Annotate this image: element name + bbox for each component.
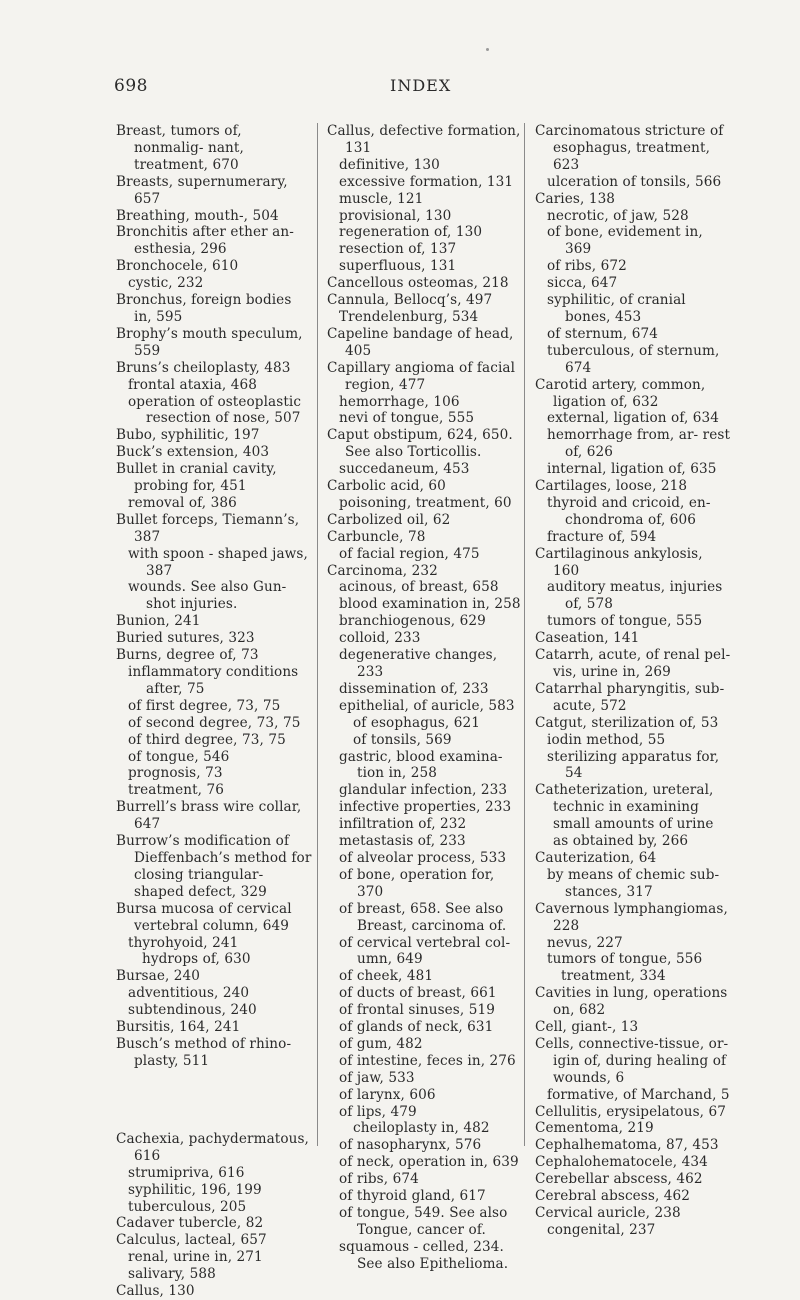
index-subentry: strumipriva, 616 — [128, 1164, 245, 1181]
index-subentry: of third degree, 73, 75 — [128, 731, 286, 748]
index-subentry: of nasopharynx, 576 — [339, 1137, 482, 1154]
index-subentry: dissemination of, 233 — [339, 680, 489, 697]
index-subentry: provisional, 130 — [339, 207, 452, 224]
index-entry: Cephalhematoma, 87, 453 — [535, 1137, 719, 1154]
index-subentry: acinous, of breast, 658 — [339, 579, 499, 596]
index-subentry: of ribs, 672 — [547, 258, 627, 275]
index-entry: Cerebral abscess, 462 — [535, 1188, 691, 1205]
index-entry: Caries, 138 — [535, 190, 616, 207]
index-subentry: necrotic, of jaw, 528 — [547, 207, 689, 224]
index-subentry: glandular infection, 233 — [339, 782, 508, 799]
index-subentry: treatment, 334 — [561, 968, 666, 985]
index-subentry: of breast, 658. See also Breast, carcinoma of. — [339, 900, 507, 934]
index-entry: Cancellous osteomas, 218 — [327, 275, 509, 292]
index-subentry: removal of, 386 — [128, 494, 237, 511]
index-subentry: of jaw, 533 — [339, 1069, 415, 1086]
column-divider — [317, 123, 318, 1146]
index-subentry: regeneration of, 130 — [339, 224, 483, 241]
index-subentry: of facial region, 475 — [339, 545, 480, 562]
index-subentry: cystic, 232 — [128, 275, 204, 292]
index-subentry: succedaneum, 453 — [339, 461, 470, 478]
index-subentry: of bone, evidement in, 369 — [547, 224, 703, 258]
index-entry: Bronchus, foreign bodies in, 595 — [116, 292, 292, 325]
index-subentry: hemorrhage from, ar- rest of, 626 — [547, 427, 731, 461]
index-subentry: epithelial, of auricle, 583 — [339, 697, 515, 714]
index-subentry: of ribs, 674 — [339, 1171, 419, 1188]
index-subentry: sicca, 647 — [547, 275, 618, 292]
index-subentry: tuberculous, 205 — [128, 1198, 247, 1215]
index-entry: Burns, degree of, 73 — [116, 647, 259, 664]
index-entry: Bursitis, 164, 241 — [116, 1019, 241, 1036]
index-subentry: definitive, 130 — [339, 156, 440, 173]
index-entry: Breasts, supernumerary, 657 — [116, 173, 288, 207]
page-number: 698 — [114, 76, 148, 96]
index-subentry: blood examination in, 258 — [339, 596, 521, 613]
index-subentry: of intestine, feces in, 276 — [339, 1052, 516, 1069]
index-subentry: of thyroid gland, 617 — [339, 1188, 486, 1205]
index-entry: Callus, defective formation, 131 — [327, 123, 521, 156]
index-entry: Cachexia, pachydermatous, 616 — [116, 1130, 309, 1164]
index-subentry: degenerative changes, 233 — [339, 647, 498, 680]
index-subentry: of cheek, 481 — [339, 968, 434, 985]
index-subentry: infective properties, 233 — [339, 799, 512, 816]
index-subentry: renal, urine in, 271 — [128, 1249, 263, 1266]
index-entry: Catgut, sterilization of, 53 — [535, 714, 719, 731]
index-subentry: of gum, 482 — [339, 1035, 423, 1052]
index-subentry: syphilitic, 196, 199 — [128, 1181, 262, 1198]
index-subentry: salivary, 588 — [128, 1266, 216, 1283]
index-entry: Callus, 130 — [116, 1283, 195, 1300]
index-subentry: thyrohyoid, 241 — [128, 934, 239, 951]
index-subentry: with spoon - shaped jaws, 387 — [128, 545, 308, 579]
index-entry: Carbuncle, 78 — [327, 528, 426, 545]
column-divider — [524, 123, 525, 1146]
index-subentry: operation of osteoplastic resection of nose, 507 — [128, 393, 302, 427]
index-subentry: thyroid and cricoid, en- chondroma of, 606 — [547, 494, 711, 528]
index-subentry: colloid, 233 — [339, 630, 421, 647]
index-subentry: adventitious, 240 — [128, 985, 250, 1002]
index-subentry: auditory meatus, injuries of, 578 — [547, 579, 723, 613]
index-subentry: of second degree, 73, 75 — [128, 714, 301, 731]
index-subentry: congenital, 237 — [547, 1221, 656, 1238]
index-subentry: of bone, operation for, 370 — [339, 866, 495, 900]
index-entry: Cadaver tubercle, 82 — [116, 1215, 264, 1232]
index-entry: Capillary angioma of facial region, 477 — [327, 359, 516, 393]
index-subentry: ulceration of tonsils, 566 — [547, 173, 722, 190]
index-subentry: of tonsils, 569 — [353, 731, 452, 748]
index-entry: Carcinomatous stricture of esophagus, treatment, 623 — [535, 123, 724, 173]
index-subentry: of tongue, 546 — [128, 748, 230, 765]
index-subentry: prognosis, 73 — [128, 765, 223, 782]
index-entry: Bruns’s cheiloplasty, 483 — [116, 359, 291, 376]
index-entry: Cavities in lung, operations on, 682 — [535, 985, 728, 1019]
index-subentry: treatment, 76 — [128, 782, 224, 799]
index-entry: Bronchitis after ether an- esthesia, 296 — [116, 224, 294, 258]
index-subentry: of cervical vertebral col- umn, 649 — [339, 934, 511, 968]
index-subentry: iodin method, 55 — [547, 731, 666, 748]
index-subentry: nevus, 227 — [547, 934, 623, 951]
index-entry: Bursae, 240 — [116, 968, 201, 985]
index-subentry: of larynx, 606 — [339, 1086, 436, 1103]
index-entry: Burrow’s modification of Dieffenbach’s method for closing triangular-shaped defect, 329 — [116, 833, 312, 900]
index-subentry: superfluous, 131 — [339, 258, 457, 275]
index-entry: Cementoma, 219 — [535, 1120, 654, 1137]
index-subentry: poisoning, treatment, 60 — [339, 494, 512, 511]
print-speck — [486, 48, 489, 51]
index-subentry: branchiogenous, 629 — [339, 613, 486, 630]
index-subentry: external, ligation of, 634 — [547, 410, 720, 427]
index-entry: Cartilaginous ankylosis, 160 — [535, 545, 703, 579]
index-subentry: sterilizing apparatus for, 54 — [547, 748, 720, 782]
index-entry: Caput obstipum, 624, 650. See also Torticollis. — [327, 427, 513, 461]
index-entry: Bunion, 241 — [116, 613, 201, 630]
index-subentry: tumors of tongue, 556 — [547, 951, 703, 968]
index-entry: Bullet forceps, Tiemann’s, 387 — [116, 511, 300, 545]
index-subentry: of lips, 479 — [339, 1103, 417, 1120]
index-subentry: infiltration of, 232 — [339, 816, 467, 833]
index-entry: Bronchocele, 610 — [116, 258, 239, 275]
index-subentry: of glands of neck, 631 — [339, 1019, 494, 1036]
index-subentry: of first degree, 73, 75 — [128, 697, 281, 714]
index-subentry: of esophagus, 621 — [353, 714, 481, 731]
index-entry: Cellulitis, erysipelatous, 67 — [535, 1103, 726, 1120]
index-subentry: subtendinous, 240 — [128, 1002, 257, 1019]
index-entry: Caseation, 141 — [535, 630, 640, 647]
index-entry: Cannula, Bellocq’s, 497 — [327, 292, 493, 309]
index-subentry: Trendelenburg, 534 — [339, 308, 479, 325]
index-entry: Cartilages, loose, 218 — [535, 478, 688, 495]
index-subentry: of frontal sinuses, 519 — [339, 1002, 495, 1019]
index-entry: Cell, giant-, 13 — [535, 1019, 639, 1036]
index-subentry: by means of chemic sub- stances, 317 — [547, 866, 720, 900]
index-subentry: tuberculous, of sternum, 674 — [547, 342, 720, 376]
index-entry: Catheterization, ureteral, technic in examining small amounts of urine as obtained by, 266 — [535, 782, 714, 850]
index-subentry: muscle, 121 — [339, 190, 424, 207]
index-subentry: internal, ligation of, 635 — [547, 461, 717, 478]
index-entry: Capeline bandage of head, 405 — [327, 325, 514, 359]
running-head: INDEX — [390, 76, 452, 95]
index-entry: Brophy’s mouth speculum, 559 — [116, 325, 303, 359]
index-entry: Buried sutures, 323 — [116, 630, 255, 647]
index-entry: Catarrh, acute, of renal pel- vis, urine in, 269 — [535, 647, 731, 680]
index-subentry: fracture of, 594 — [547, 528, 657, 545]
index-entry: Busch’s method of rhino- plasty, 511 — [116, 1035, 292, 1069]
index-entry: Breathing, mouth-, 504 — [116, 207, 279, 224]
index-subentry: wounds. See also Gun- shot injuries. — [128, 579, 287, 613]
section-gap — [116, 1083, 312, 1117]
index-subentry: nevi of tongue, 555 — [339, 410, 475, 427]
index-entry: Carcinoma, 232 — [327, 562, 438, 579]
index-subentry: frontal ataxia, 468 — [128, 376, 257, 393]
index-entry: Cervical auricle, 238 — [535, 1205, 681, 1221]
index-subentry: squamous - celled, 234. See also Epithelioma. — [339, 1238, 509, 1272]
index-subentry: resection of, 137 — [339, 241, 457, 258]
index-subentry: of sternum, 674 — [547, 325, 659, 342]
index-column-middle — [327, 123, 523, 1273]
index-entry: Cells, connective-tissue, or- igin of, during healing of wounds, 6 — [535, 1035, 729, 1086]
index-subentry: tumors of tongue, 555 — [547, 613, 703, 630]
index-subentry: formative, of Marchand, 5 — [547, 1086, 730, 1103]
index-entry: Bursa mucosa of cervical vertebral column, 649 — [116, 900, 292, 934]
index-entry: Bullet in cranial cavity, probing for, 451 — [116, 461, 277, 495]
index-subentry: cheiloplasty in, 482 — [353, 1120, 490, 1137]
index-subentry: of tongue, 549. See also Tongue, cancer of. — [339, 1205, 508, 1238]
index-subentry: hydrops of, 630 — [142, 951, 251, 968]
index-entry: Burrell’s brass wire collar, 647 — [116, 799, 302, 833]
index-entry: Cauterization, 64 — [535, 849, 657, 866]
index-subentry: excessive formation, 131 — [339, 173, 514, 190]
index-entry: Cephalohematocele, 434 — [535, 1154, 708, 1171]
index-subentry: hemorrhage, 106 — [339, 393, 460, 410]
index-entry: Carotid artery, common, ligation of, 632 — [535, 376, 706, 410]
index-subentry: of ducts of breast, 661 — [339, 985, 497, 1002]
index-entry: Carbolic acid, 60 — [327, 478, 446, 495]
index-entry: Breast, tumors of, nonmalig- nant, treatment, 670 — [116, 123, 244, 173]
index-entry: Cerebellar abscess, 462 — [535, 1171, 703, 1188]
index-subentry: metastasis of, 233 — [339, 833, 466, 850]
index-entry: Buck’s extension, 403 — [116, 444, 270, 461]
index-entry: Catarrhal pharyngitis, sub- acute, 572 — [535, 680, 725, 714]
index-subentry: inflammatory conditions after, 75 — [128, 664, 299, 697]
index-column-right — [535, 123, 731, 1239]
index-subentry: of alveolar process, 533 — [339, 849, 507, 866]
index-entry: Calculus, lacteal, 657 — [116, 1232, 267, 1249]
page-header — [0, 76, 800, 106]
index-subentry: syphilitic, of cranial bones, 453 — [547, 292, 686, 325]
index-subentry: gastric, blood examina- tion in, 258 — [339, 748, 503, 782]
index-entry: Carbolized oil, 62 — [327, 511, 451, 528]
index-column-left — [116, 123, 312, 1300]
index-subentry: of neck, operation in, 639 — [339, 1154, 519, 1171]
index-entry: Cavernous lymphangiomas, 228 — [535, 900, 728, 934]
index-entry: Bubo, syphilitic, 197 — [116, 427, 260, 444]
